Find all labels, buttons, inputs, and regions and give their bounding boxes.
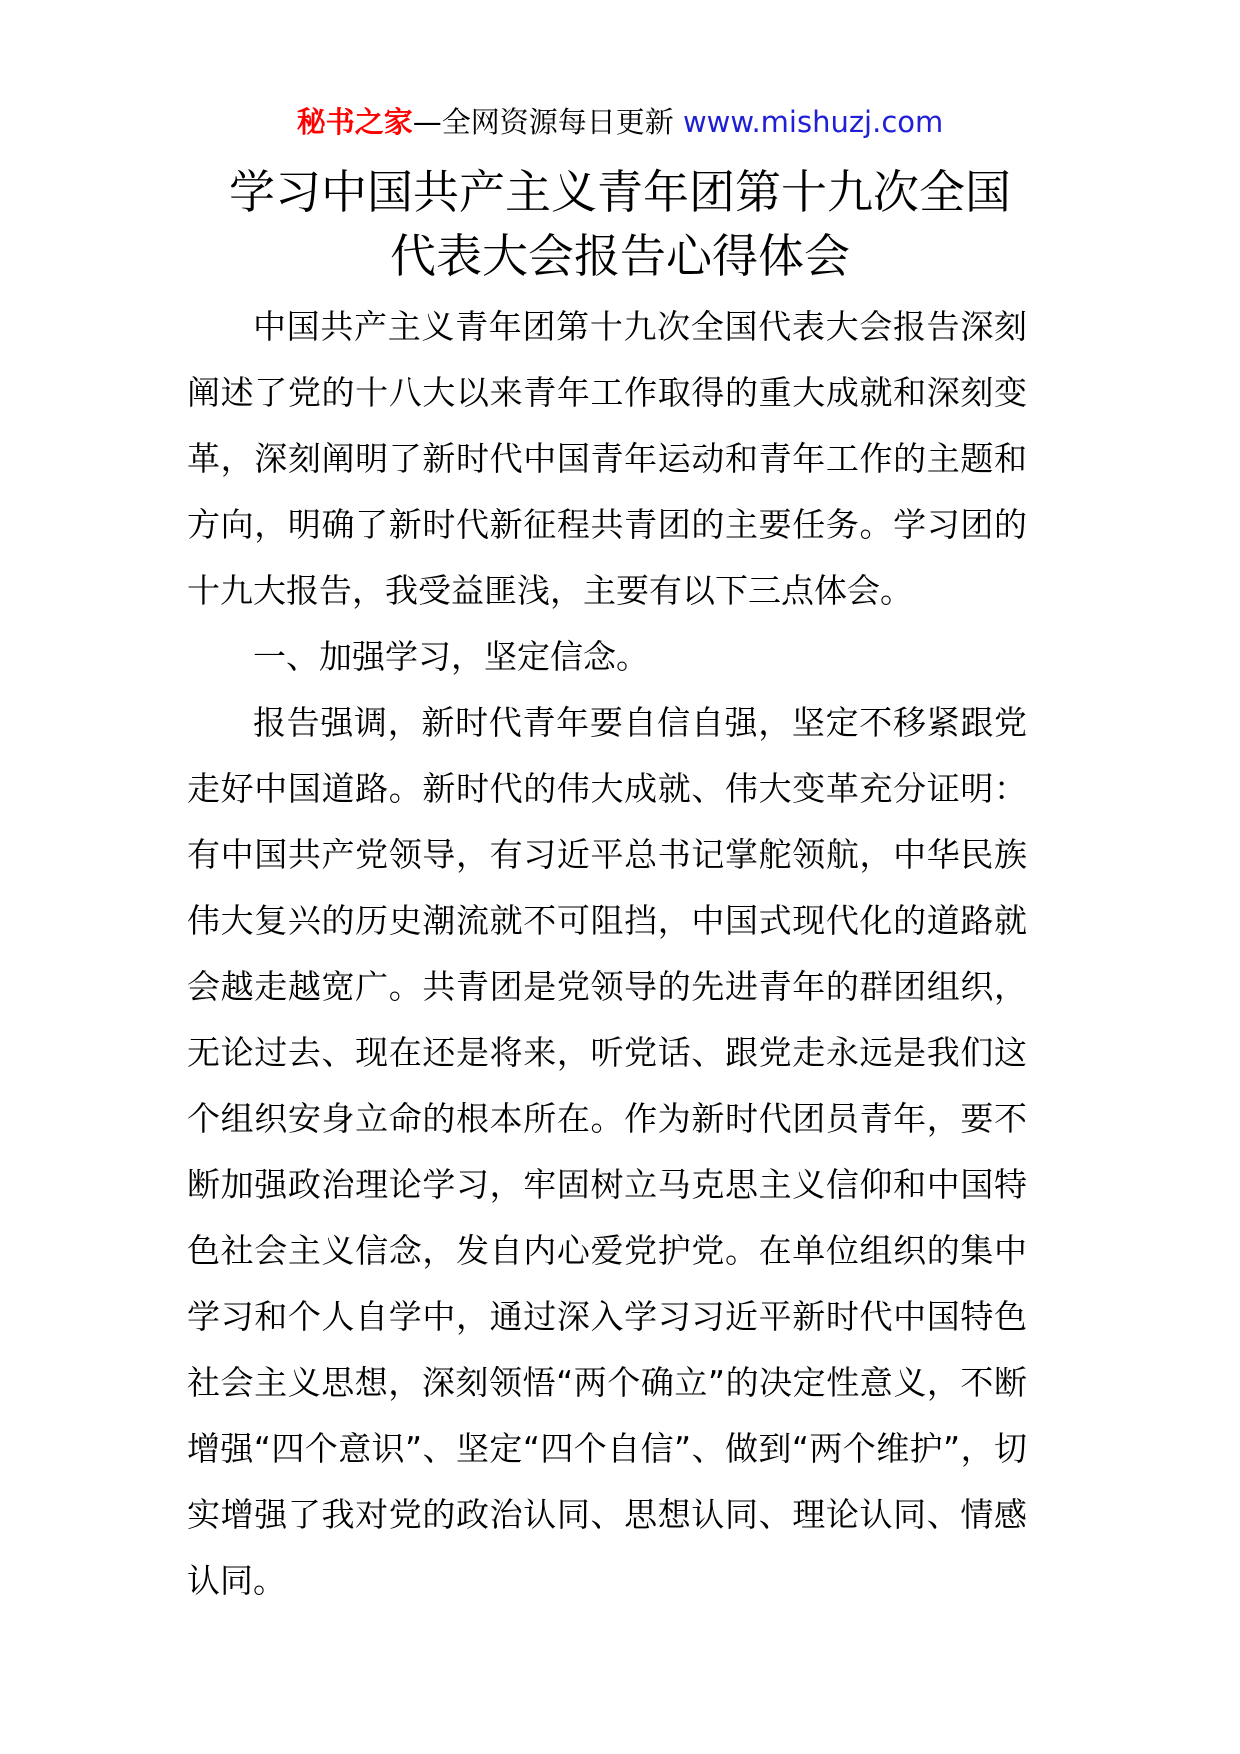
title-line-2: 代表大会报告心得体会 [390,229,850,283]
header-tagline: —全网资源每日更新 [412,105,674,139]
intro-paragraph: 中国共产主义青年团第十九次全国代表大会报告深刻阐述了党的十八大以来青年工作取得的重大成就和深刻变革，深刻阐明了新时代中国青年运动和青年工作的主题和方向，明确了新时代新征程共青团的主要任务。学习团的十九大报告，我受益匪浅，主要有以下三点体会。 [187,307,1027,610]
document-body [187,294,1027,1614]
document-title [180,160,1060,288]
title-line-1: 学习中国共产主义青年团第十九次全国 [229,165,1011,219]
site-url-link[interactable]: www.mishuzj.com [682,105,944,139]
section-1-paragraph: 报告强调，新时代青年要自信自强，坚定不移紧跟党走好中国道路。新时代的伟大成就、伟大变革充分证明：有中国共产党领导，有习近平总书记掌舵领航，中华民族伟大复兴的历史潮流就不可阻挡，中国式现代化的道路就会越走越宽广。共青团是党领导的先进青年的群团组织，无论过去、现在还是将来，听党话、跟党走永远是我们这个组织安身立命的根本所在。作为新时代团员青年，要不断加强政治理论学习，牢固树立马克思主义信仰和中国特色社会主义信念，发自内心爱党护党。在单位组织的集中学习和个人自学中，通过深入学习习近平新时代中国特色社会主义思想，深刻领悟“两个确立”的决定性意义，不断增强“四个意识”、坚定“四个自信”、做到“两个维护”，切实增强了我对党的政治认同、思想认同、理论认同、情感认同。 [187,703,1027,1600]
section-heading-1: 一、加强学习，坚定信念。 [253,637,649,676]
site-header [0,100,1240,144]
brand-name: 秘书之家 [296,105,413,139]
